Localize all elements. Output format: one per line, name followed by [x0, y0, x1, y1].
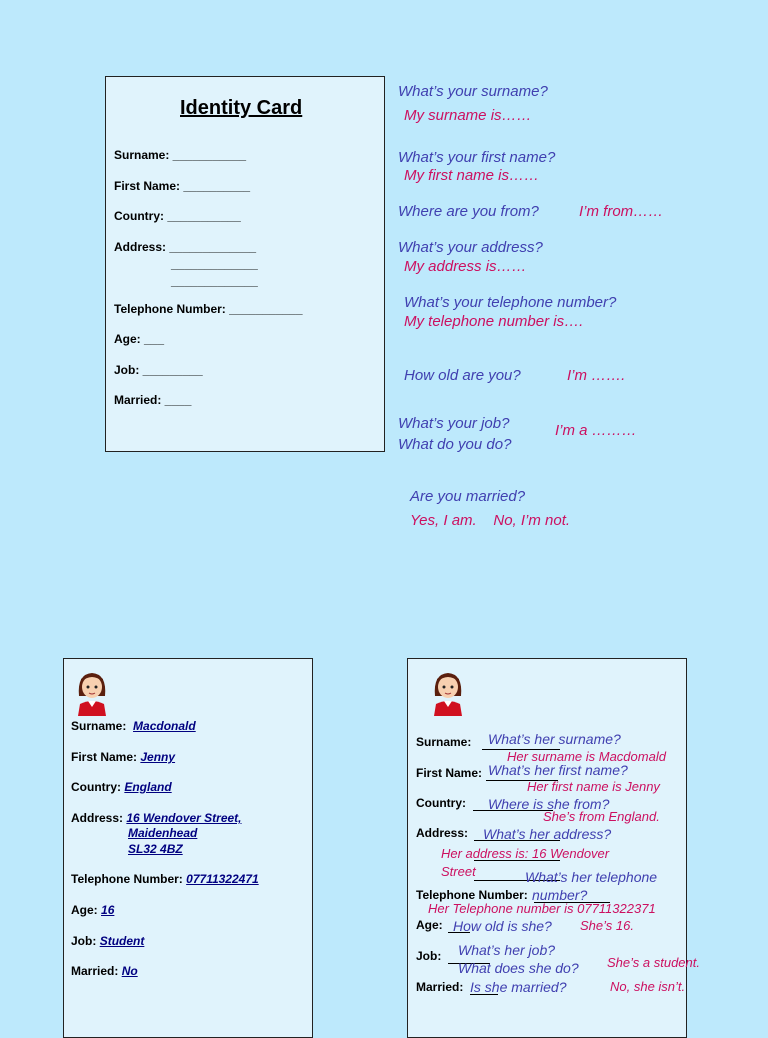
her-question-job-1: What’s her job? — [458, 942, 556, 958]
her-answer-country: She’s from England. — [543, 809, 660, 824]
married-label: Married: — [71, 964, 119, 978]
job-value: Student — [99, 934, 145, 948]
telephone-label: Telephone Number: — [71, 872, 183, 886]
her-answer-surname: Her surname is Macdomald — [507, 749, 666, 764]
her-address-label: Address: — [416, 826, 469, 840]
jenny-married — [71, 964, 138, 978]
address-line-2: _____________ — [171, 257, 258, 271]
jenny-address — [71, 811, 242, 825]
her-answer-address-2: Street — [441, 864, 476, 879]
question-married: Are you married? — [410, 488, 526, 505]
girl-avatar-icon — [431, 670, 465, 716]
her-answer-telephone: Her Telephone number is 07711322371 — [428, 901, 656, 916]
first-name-line: First Name: __________ — [114, 179, 251, 193]
answer-first-name: My first name is…… — [404, 167, 540, 184]
question-telephone: What’s your telephone number? — [404, 294, 617, 311]
surname-line: Surname: ___________ — [114, 148, 247, 162]
jenny-telephone — [71, 872, 259, 886]
age-label: Age: — [71, 903, 98, 917]
jenny-identity-card — [63, 658, 313, 1038]
address-value-1: 16 Wendover Street, — [126, 811, 242, 825]
her-answer-age: She’s 16. — [580, 918, 634, 933]
married-value: No — [121, 964, 138, 978]
country-value: England — [124, 780, 172, 794]
answer-married: Yes, I am. No, I’m not. — [410, 512, 571, 529]
answer-from: I’m from…… — [579, 203, 664, 220]
question-surname: What’s your surname? — [398, 83, 548, 100]
first-name-value: Jenny — [140, 750, 176, 764]
her-question-country: Where is she from? — [488, 796, 610, 812]
her-age-label: Age: — [416, 918, 443, 932]
jenny-country — [71, 780, 172, 794]
surname-value: Macdonald — [133, 719, 196, 733]
girl-avatar-icon — [75, 670, 109, 716]
her-question-age: How old is she? — [453, 918, 552, 934]
her-country-label: Country: — [416, 796, 466, 810]
jenny-first-name — [71, 750, 175, 764]
question-first-name: What’s your first name? — [398, 149, 556, 166]
answer-surname: My surname is…… — [404, 107, 532, 124]
card-title: Identity Card — [180, 97, 303, 119]
job-line: Job: _________ — [114, 363, 203, 377]
address-line-3: _____________ — [171, 274, 258, 288]
her-question-telephone-2: number? — [532, 887, 588, 903]
address-value-3: SL32 4BZ — [128, 842, 183, 856]
her-answer-first-name: Her first name is Jenny — [527, 779, 660, 794]
answer-job: I’m a ……… — [555, 422, 637, 439]
question-age: How old are you? — [404, 367, 521, 384]
answer-telephone: My telephone number is…. — [404, 313, 584, 330]
her-question-address: What’s her address? — [483, 826, 612, 842]
jenny-surname — [71, 719, 196, 733]
her-job-label: Job: — [416, 949, 442, 963]
answer-address: My address is…… — [404, 258, 527, 275]
question-job: What’s your job? — [398, 415, 510, 432]
her-married-label: Married: — [416, 980, 464, 994]
blank-identity-card — [105, 76, 385, 452]
her-question-surname: What’s her surname? — [488, 731, 621, 747]
jenny-age — [71, 903, 114, 917]
her-question-telephone-1: What’s her telephone — [525, 869, 658, 885]
her-first-name-label: First Name: — [416, 766, 483, 780]
her-question-job-2: What does she do? — [458, 960, 579, 976]
her-surname-label: Surname: — [416, 735, 472, 749]
question-job-alt: What do you do? — [398, 436, 512, 453]
telephone-line: Telephone Number: ___________ — [114, 302, 303, 316]
surname-label: Surname: — [71, 719, 127, 733]
her-question-married: Is she married? — [470, 979, 567, 995]
job-label: Job: — [71, 934, 97, 948]
her-question-first-name: What’s her first name? — [488, 762, 628, 778]
telephone-value: 07711322471 — [186, 872, 259, 886]
her-telephone-label: Telephone Number: — [416, 888, 528, 902]
age-value: 16 — [101, 903, 115, 917]
married-line: Married: ____ — [114, 393, 192, 407]
age-line: Age: ___ — [114, 332, 165, 346]
question-address: What’s your address? — [398, 239, 543, 256]
address-value-2: Maidenhead — [128, 826, 198, 840]
her-answer-job: She’s a student. — [607, 955, 700, 970]
address-line: Address: _____________ — [114, 240, 257, 254]
her-answer-address-1: Her address is: 16 Wendover — [441, 846, 610, 861]
country-line: Country: ___________ — [114, 209, 241, 223]
first-name-label: First Name: — [71, 750, 138, 764]
jenny-job — [71, 934, 144, 948]
answer-age: I’m ……. — [567, 367, 626, 384]
country-label: Country: — [71, 780, 121, 794]
her-answer-married: No, she isn’t. — [610, 979, 686, 994]
question-from: Where are you from? — [398, 203, 539, 220]
address-label: Address: — [71, 811, 124, 825]
